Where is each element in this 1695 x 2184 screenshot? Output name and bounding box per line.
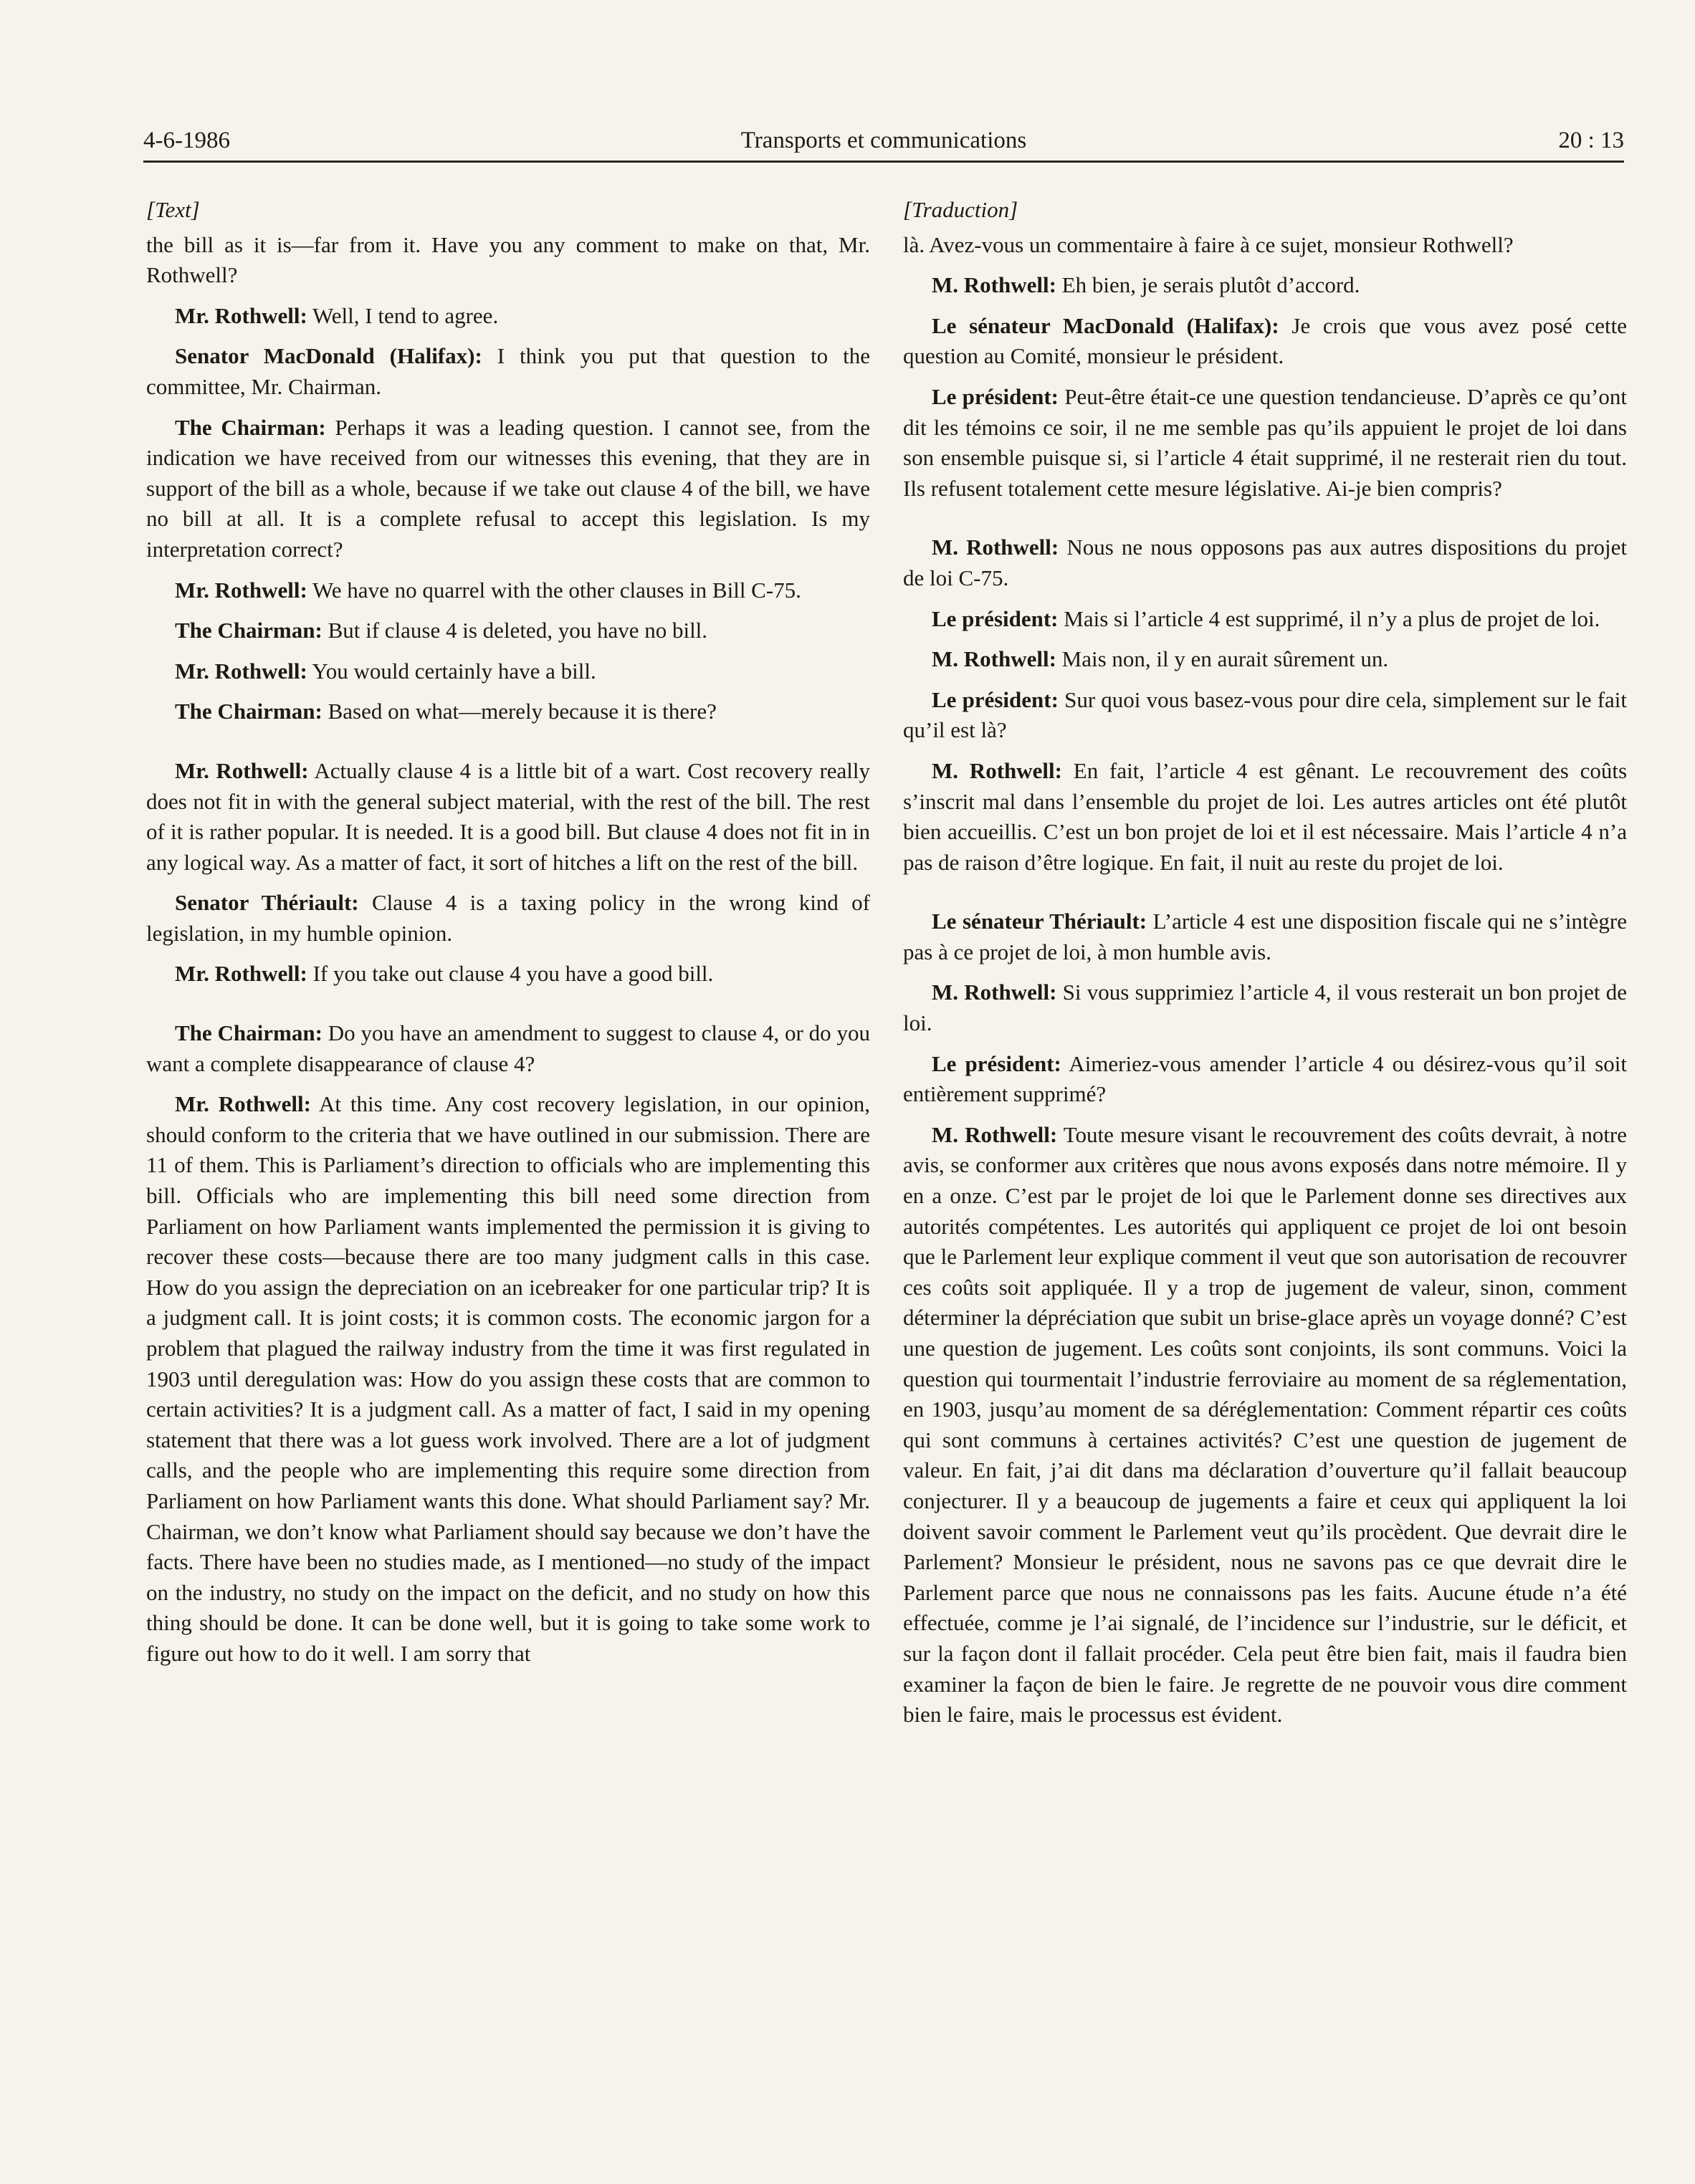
paragraph: [903, 906, 1627, 967]
paragraph: [146, 1089, 870, 1669]
speaker: M. Rothwell:: [932, 272, 1056, 298]
speech-text: If you take out clause 4 you have a good bill.: [307, 961, 714, 987]
header-title: Transports et communications: [740, 128, 1027, 153]
speech-text: Sur quoi vous basez-vous pour dire cela, simplement sur le fait qu’il est là?: [903, 686, 1627, 743]
paragraph: [146, 575, 870, 606]
speaker: M. Rothwell:: [932, 646, 1056, 672]
speech-text: Toute mesure visant le recouvrement des coûts devrait, à notre avis, se conformer aux critères que nous avons exposés dans notre mémoire. Il y en a onze. C’est par le projet de loi que le Parlement donne ses directives aux autorités compétentes. Les autorités qui appliquent ce projet de loi ont besoin que le Parlement leur explique comment il veut que son autorisation de recouvrer ces coûts soit appliquée. Il y a trop de jugement de valeur, sinon, comment déterminer la dépréciation que subit un brise-glace après un voyage donné? C’est une question de jugement. Les coûts sont conjoints, ils sont communs. Voici la question qui tourmentait l’industrie ferroviaire au moment de sa réglementation, en 1903, jusqu’au moment de sa déréglementation: Comment répartir ces coûts qui sont communs à certaines activités? C’est une question de jugement de valeur. En fait, j’ai dit dans ma déclaration d’ouverture qu’il fallait beaucoup conjecturer. Il y a beaucoup de jugements a faire et ceux qui appliquent la loi doivent savoir comment le Parlement veut qu’ils procèdent. Que devrait dire le Parlement? Monsieur le président, nous ne savons pas ce que devrait dire le Parlement parce que nous ne connaissons pas les faits. Aucune étude n’a été effectuée, comme je l’ai signalé, de l’incidence sur l’industrie, sur le déficit, et sur la façon dont il fallait procéder. Cela peut être bien fait, mais il faudra bien examiner la façon de bien le faire. Je regrette de ne pouvoir vous dire comment bien le faire, mais le processus est évident.: [903, 1121, 1628, 1728]
speech-text: là. Avez-vous un commentaire à faire à ce sujet, monsieur Rothwell?: [903, 231, 1514, 257]
paragraph: [146, 230, 870, 291]
speaker: M. Rothwell:: [932, 1121, 1058, 1147]
paragraph: [903, 230, 1627, 261]
speaker: Le sénateur MacDonald (Halifax):: [932, 312, 1279, 338]
speaker: Le président:: [932, 605, 1059, 631]
paragraph: [903, 382, 1627, 504]
speech-text: Je crois que vous avez posé cette question au Comité, monsieur le président.: [903, 312, 1627, 369]
speech-text: But if clause 4 is deleted, you have no bill.: [322, 618, 708, 643]
speaker: Senator Thériault:: [175, 890, 359, 916]
speaker: The Chairman:: [175, 1020, 323, 1046]
speech-text: Mais si l’article 4 est supprimé, il n’y a plus de projet de loi.: [1058, 605, 1600, 631]
paragraph: [146, 696, 870, 727]
column-tag: [Text]: [146, 197, 200, 222]
speech-text: L’article 4 est une disposition fiscale qui ne s’intègre pas à ce projet de loi, à mon humble avis.: [903, 909, 1627, 964]
header-date: 4-6-1986: [143, 128, 230, 153]
speech-text: I think you put that question to the committee, Mr. Chairman.: [146, 343, 870, 399]
speaker: Le président:: [932, 383, 1059, 409]
speech-text: You would certainly have a bill.: [307, 658, 596, 684]
speaker: M. Rothwell:: [932, 757, 1062, 783]
speech-text: Nous ne nous opposons pas aux autres dispositions du projet de loi C-75.: [903, 535, 1628, 590]
speech-text: Mais non, il y en aurait sûrement un.: [1056, 646, 1389, 672]
speech-text: Based on what—merely because it is there?: [322, 699, 717, 724]
speaker: The Chairman:: [175, 618, 323, 643]
page-header: [143, 120, 1624, 163]
speaker: Le président:: [932, 686, 1059, 712]
header-page-number: 20 : 13: [1558, 128, 1624, 153]
paragraph: [146, 656, 870, 687]
paragraph: [903, 1120, 1627, 1730]
paragraph: [903, 977, 1627, 1038]
paragraph: [146, 1018, 870, 1079]
paragraph: [146, 888, 870, 949]
paragraph: [146, 301, 870, 332]
paragraph: [146, 756, 870, 878]
speaker: Mr. Rothwell:: [175, 302, 307, 328]
speech-text: Perhaps it was a leading question. I cannot see, from the indication we have received from our witnesses this evening, that they are in support of the bill as a whole, because if we take out clause 4 of the bill, we have no bill at all. It is a complete refusal to accept this legislation. Is my interpretation correct?: [146, 414, 870, 562]
speech-text: Clause 4 is a taxing policy in the wrong kind of legislation, in my humble opinion.: [146, 890, 870, 946]
speech-text: the bill as it is—far from it. Have you any comment to make on that, Mr. Rothwell?: [146, 231, 870, 288]
speaker: Senator MacDonald (Halifax):: [175, 343, 482, 369]
speech-text: Actually clause 4 is a little bit of a wart. Cost recovery really does not fit in with the general subject material, with the rest of the bill. The rest of it is rather popular. It is needed. It is a good bill. But clause 4 does not fit in in any logical way. As a matter of fact, it sort of hitches a lift on the rest of the bill.: [146, 757, 871, 875]
speech-text: Aimeriez-vous amender l’article 4 ou désirez-vous qu’il soit entièrement supprimé?: [903, 1050, 1627, 1107]
speaker: Le sénateur Thériault:: [932, 909, 1147, 934]
paragraph: [903, 532, 1627, 593]
speaker: Mr. Rothwell:: [175, 658, 307, 684]
paragraph: [903, 756, 1627, 878]
paragraph: [146, 341, 870, 402]
speech-text: We have no quarrel with the other clauses in Bill C-75.: [307, 577, 801, 603]
speaker: Mr. Rothwell:: [175, 961, 307, 987]
speaker: The Chairman:: [175, 699, 323, 724]
speaker: Mr. Rothwell:: [175, 1091, 311, 1117]
paragraph: [903, 604, 1627, 635]
paragraph: [146, 616, 870, 646]
speaker: M. Rothwell:: [932, 535, 1059, 560]
speaker: M. Rothwell:: [932, 980, 1057, 1005]
paragraph: [903, 270, 1627, 301]
speech-text: At this time. Any cost recovery legislation, in our opinion, should conform to the criteria that we have outlined in our submission. There are 11 of them. This is Parliament’s direction to officials who are implementing this bill. Officials who are implementing this bill need some direction from Parliament on how Parliament wants implemented the permission it is giving to recover these costs—because there are too many judgment calls in this case. How do you assign the depreciation on an icebreaker for one particular trip? It is a judgment call. It is joint costs; it is common costs. The economic jargon for a problem that plagued the railway industry from the time it was first regulated in 1903 until deregulation was: How do you assign these costs that are common to certain activities? It is a judgment call. As a matter of fact, I said in my opening statement that there was a lot guess work involved. There are a lot of judgment calls, and the people who are implementing this require some direction from Parliament on how Parliament wants this done. What should Parliament say? Mr. Chairman, we don’t know what Parliament should say because we don’t have the facts. There have been no studies made, as I mentioned—no study of the impact on the industry, no study on the impact on the deficit, and no study on how this thing should be done. It can be done well, but it is going to take some work to figure out how to do it well. I am sorry that: [146, 1091, 870, 1666]
speaker: Mr. Rothwell:: [175, 757, 309, 783]
paragraph: [146, 959, 870, 990]
speaker: The Chairman:: [175, 414, 326, 440]
paragraph: [146, 413, 870, 565]
paragraph: [903, 311, 1627, 372]
speech-text: Peut-être était-ce une question tendancieuse. D’après ce qu’ont dit les témoins ce soir, il ne me semble pas qu’ils appuient le projet de loi dans son ensemble puisque si, si l’article 4 était supprimé, il ne resterait rien du tout. Ils refusent totalement cette mesure législative. Ai-je bien compris?: [903, 383, 1627, 501]
speech-text: Do you have an amendment to suggest to clause 4, or do you want a complete disappearance of clause 4?: [146, 1020, 870, 1076]
speech-text: En fait, l’article 4 est gênant. Le recouvrement des coûts s’inscrit mal dans l’ensemble du projet de loi. Les autres articles ont été plutôt bien accueillis. C’est un bon projet de loi et il est nécessaire. Mais l’article 4 n’a pas de raison d’être logique. En fait, il nuit au reste du projet de loi.: [903, 757, 1628, 875]
speaker: Le président:: [932, 1050, 1061, 1076]
paragraph: [903, 1049, 1627, 1110]
speech-text: Eh bien, je serais plutôt d’accord.: [1056, 272, 1360, 298]
french-column: [903, 195, 1627, 1740]
speech-text: Si vous supprimiez l’article 4, il vous resterait un bon projet de loi.: [903, 980, 1627, 1036]
speech-text: Well, I tend to agree.: [307, 302, 499, 328]
column-tag: [Traduction]: [903, 197, 1018, 222]
paragraph: [903, 644, 1627, 675]
english-column: [146, 195, 870, 1680]
speaker: Mr. Rothwell:: [175, 577, 307, 603]
paragraph: [903, 685, 1627, 746]
